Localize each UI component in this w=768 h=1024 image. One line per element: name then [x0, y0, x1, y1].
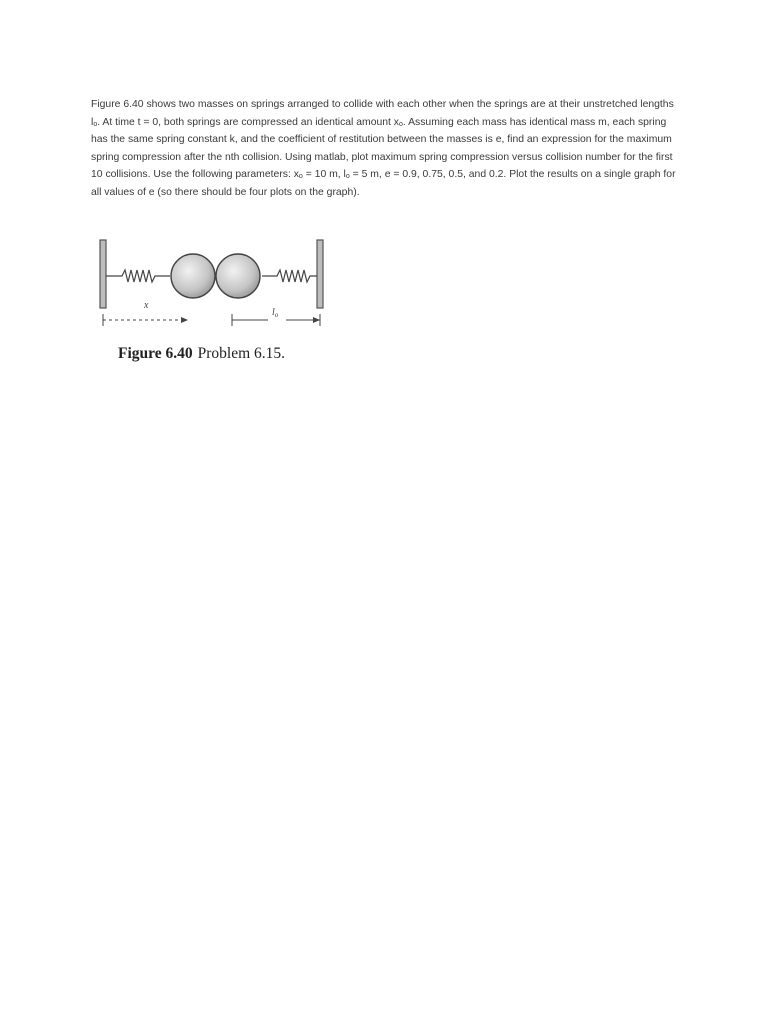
right-wall: [317, 240, 323, 308]
l0-label-subscript: o: [274, 311, 279, 319]
right-spring: [262, 270, 317, 282]
subscript-o: o: [298, 173, 303, 181]
x-label: x: [144, 300, 149, 311]
problem-statement: [91, 96, 681, 202]
figure-caption: [118, 345, 285, 363]
figure-problem-ref: Problem 6.15.: [197, 345, 286, 362]
right-mass: [216, 254, 260, 298]
problem-text-part-4: = 10 m, l: [302, 169, 346, 181]
left-wall: [100, 240, 106, 308]
spring-mass-figure: [90, 232, 340, 377]
l0-arrowhead: [313, 317, 320, 323]
x-arrowhead: [181, 317, 188, 323]
subscript-o: o: [399, 120, 403, 128]
left-mass: [171, 254, 215, 298]
subscript-o: o: [345, 173, 350, 181]
subscript-o: o: [93, 120, 98, 128]
l0-label-letter: l: [272, 307, 275, 318]
left-spring: [106, 270, 170, 282]
problem-text-part-2: . At time t = 0, both springs are compressed an identical amount x: [97, 116, 399, 128]
figure-number: Figure 6.40: [118, 345, 193, 362]
problem-text-part-3: . Assuming each mass has identical mass m, each spring has the same spring constant k, and the coefficient of restitution between the masses is e, find an expression for the maximum spring compression after the nth collision. Using matlab, plot maximum spring compression versus collision number for the first 10 collisions. Use the following parameters: x: [91, 116, 673, 181]
l0-label: [272, 307, 278, 319]
problem-text-part-5: = 5 m, e = 0.9, 0.75, 0.5, and 0.2. Plot the results on a single graph for all values of e (so there should be four plots on the graph).: [91, 169, 676, 198]
problem-text-part-1: Figure 6.40 shows two masses on springs arranged to collide with each other when the springs are at their unstretched lengths l: [91, 99, 674, 128]
